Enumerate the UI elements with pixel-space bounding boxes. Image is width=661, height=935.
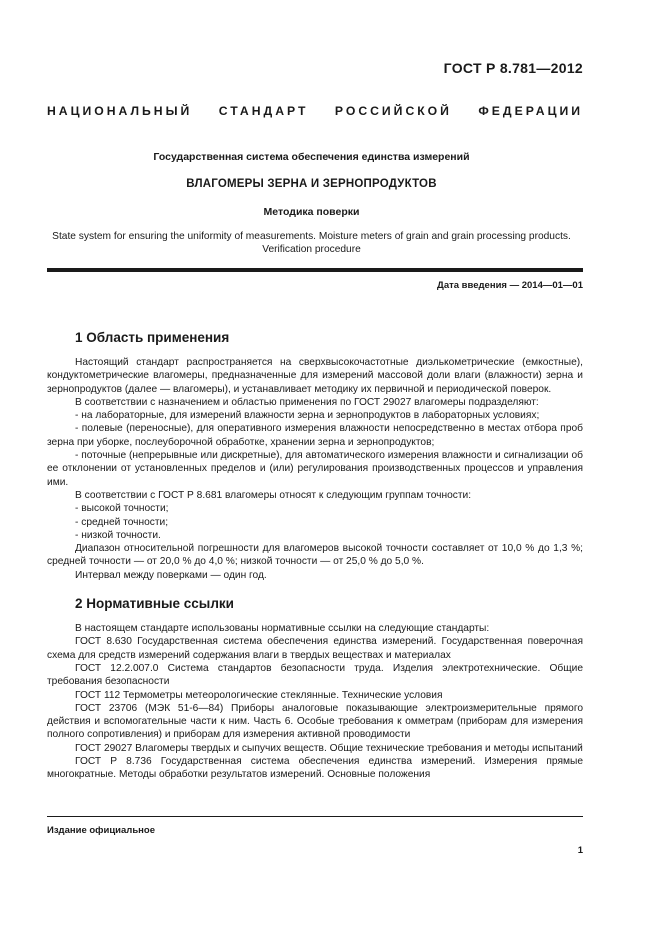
reference-item: ГОСТ 12.2.007.0 Система стандартов безопасности труда. Изделия электротехнические. Общие требования безопасности bbox=[47, 662, 583, 688]
gost-number: ГОСТ Р 8.781—2012 bbox=[443, 60, 583, 76]
section1-paragraph: Интервал между поверками — один год. bbox=[75, 569, 267, 581]
english-title bbox=[40, 230, 583, 256]
list-item: - полевые (переносные), для оперативного измерения влажности непосредственно в местах отбора проб зерна при уборке, послеуборочной обработке, хранении зерна и зернопродуктов; bbox=[47, 423, 583, 448]
list-item: - высокой точности; bbox=[75, 503, 169, 515]
page-number: 1 bbox=[577, 845, 583, 856]
reference-item: ГОСТ 29027 Влагомеры твердых и сыпучих веществ. Общие технические требования и методы испытаний bbox=[75, 742, 583, 754]
section1-paragraph: В соответствии с ГОСТ Р 8.681 влагомеры относят к следующим группам точности: bbox=[75, 489, 472, 501]
list-item: - средней точности; bbox=[75, 516, 169, 528]
footer-divider bbox=[47, 816, 583, 817]
english-title-line1: State system for ensuring the uniformity of measurements. Moisture meters of grain and grain processing products. bbox=[52, 231, 571, 242]
body-content bbox=[47, 330, 583, 782]
edition-label: Издание официальное bbox=[47, 825, 155, 836]
section1-paragraph: В соответствии с назначением и областью применения по ГОСТ 29027 влагомеры подразделяют: bbox=[75, 396, 539, 408]
english-title-line2: Verification procedure bbox=[262, 244, 361, 255]
reference-item: ГОСТ 23706 (МЭК 51-6—84) Приборы аналоговые показывающие электроизмерительные прямого действия и вспомогательные части к ним. Часть 6. Особые требования к омметрам (приборам для измерения полного сопротивления) и приборам для измерения активной проводимости bbox=[47, 702, 583, 741]
national-standard-banner: НАЦИОНАЛЬНЫЙ СТАНДАРТ РОССИЙСКОЙ ФЕДЕРАЦИИ bbox=[47, 104, 583, 118]
document-title: ВЛАГОМЕРЫ ЗЕРНА И ЗЕРНОПРОДУКТОВ bbox=[186, 178, 437, 190]
reference-item: ГОСТ 8.630 Государственная система обеспечения единства измерений. Государственная поверочная схема для средств измерений содержания влаги в твердых веществах и материалах bbox=[47, 636, 583, 661]
title-divider bbox=[47, 268, 583, 272]
reference-item: ГОСТ 112 Термометры метеорологические стеклянные. Технические условия bbox=[75, 689, 443, 701]
section2-paragraph: В настоящем стандарте использованы нормативные ссылки на следующие стандарты: bbox=[75, 623, 490, 635]
document-subtitle: Методика поверки bbox=[263, 206, 360, 218]
section2-heading: 2 Нормативные ссылки bbox=[75, 596, 234, 612]
section1-heading: 1 Область применения bbox=[75, 330, 230, 345]
list-item: - поточные (непрерывные или дискретные), для автоматического измерения влажности и сигнализации об ее отклонении от установленных пределов и (или) регулирования производственных процессов и управления ими. bbox=[47, 450, 583, 488]
list-item: - на лабораторные, для измерений влажности зерна и зернопродуктов в лабораторных условиях; bbox=[75, 410, 540, 422]
introduction-date: Дата введения — 2014—01—01 bbox=[437, 280, 583, 291]
reference-item: ГОСТ Р 8.736 Государственная система обеспечения единства измерений. Измерения прямые многократные. Методы обработки результатов измерений. Основные положения bbox=[47, 756, 583, 781]
system-title: Государственная система обеспечения единства измерений bbox=[153, 151, 470, 163]
section1-paragraph: Настоящий стандарт распространяется на сверхвысокочастотные диэлькометрические (емкостные), кондуктометрические влагомеры, предназначенные для измерений массовой доли влаги (влажности) зерна и зернопродуктов (далее — влагомеры), и устанавливает методику их первичной и периодической поверок. bbox=[47, 357, 583, 395]
list-item: - низкой точности. bbox=[75, 529, 161, 541]
section1-paragraph: Диапазон относительной погрешности для влагомеров высокой точности составляет от 10,0 % до 1,3 %; средней точности — от 20,0 % до 4,0 %; низкой точности — от 25,0 % до 5,0 %. bbox=[47, 543, 583, 568]
